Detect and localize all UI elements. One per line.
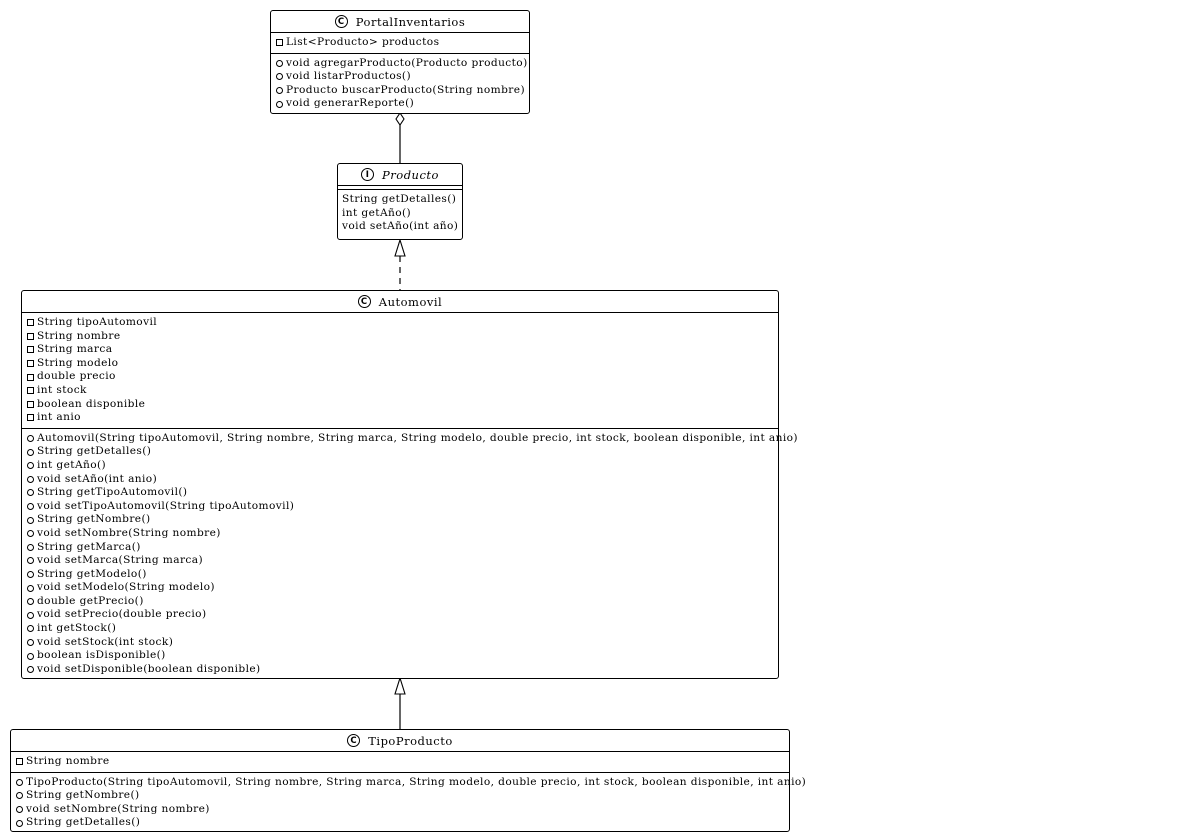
method-row: void generarReporte(): [276, 97, 524, 111]
class-tipo-producto[interactable]: [10, 729, 807, 832]
method-row: String getDetalles(): [27, 445, 773, 459]
field-row: int stock: [27, 384, 773, 398]
private-visibility-icon: [276, 39, 283, 46]
public-visibility-icon: [27, 585, 34, 592]
class-header: [22, 291, 778, 312]
method-row: String getTipoAutomovil(): [27, 486, 773, 500]
private-visibility-icon: [27, 333, 34, 340]
method-row: void setAño(int año): [342, 220, 459, 233]
public-visibility-icon: [27, 544, 34, 551]
field-row: List<Producto> productos: [276, 36, 524, 50]
method-row: int getStock(): [27, 622, 773, 636]
class-portal-inventarios[interactable]: [270, 10, 530, 114]
private-visibility-icon: [27, 414, 34, 421]
method-row: Automovil(String tipoAutomovil, String nombre, String marca, String modelo, double precio, int stock, boolean disponible, int anio): [27, 432, 773, 446]
method-row: void setStock(int stock): [27, 636, 773, 650]
private-visibility-icon: [27, 360, 34, 367]
public-visibility-icon: [27, 462, 34, 469]
class-name: PortalInventarios: [355, 14, 466, 29]
public-visibility-icon: [27, 530, 34, 537]
class-header: [338, 164, 462, 185]
public-visibility-icon: [27, 666, 34, 673]
class-name: Automovil: [378, 294, 443, 309]
method-row: TipoProducto(String tipoAutomovil, String nombre, String marca, String modelo, double precio, int stock, boolean disponible, int anio): [16, 776, 784, 790]
method-row: String getDetalles(): [342, 193, 457, 205]
public-visibility-icon: [27, 653, 34, 660]
public-visibility-icon: [27, 503, 34, 510]
private-visibility-icon: [27, 319, 34, 326]
public-visibility-icon: [27, 517, 34, 524]
public-visibility-icon: [276, 60, 283, 67]
method-row: void setNombre(String nombre): [27, 527, 773, 541]
method-row: String getMarca(): [27, 541, 773, 555]
interface-producto[interactable]: [337, 163, 463, 240]
method-row: void listarProductos(): [276, 70, 524, 84]
public-visibility-icon: [27, 639, 34, 646]
method-row: boolean isDisponible(): [27, 649, 773, 663]
aggregation-diamond: [396, 113, 404, 125]
class-header: [11, 730, 789, 751]
public-visibility-icon: [16, 792, 23, 799]
private-visibility-icon: [27, 401, 34, 408]
class-name: Producto: [382, 167, 439, 182]
public-visibility-icon: [276, 73, 283, 80]
private-visibility-icon: [27, 346, 34, 353]
method-row: void setNombre(String nombre): [16, 803, 784, 817]
method-row: int getAño(): [27, 459, 773, 473]
private-visibility-icon: [27, 387, 34, 394]
method-row: void agregarProducto(Producto producto): [276, 57, 524, 71]
method-row: int getAño(): [342, 206, 412, 219]
method-row: void setTipoAutomovil(String tipoAutomovil): [27, 500, 773, 514]
public-visibility-icon: [27, 476, 34, 483]
realization-arrowhead: [395, 240, 405, 256]
interface-stereotype-icon: I: [361, 168, 374, 181]
method-row: void setAño(int anio): [27, 473, 773, 487]
method-row: String getDetalles(): [16, 816, 784, 830]
field-row: String nombre: [16, 755, 784, 769]
methods-section: [22, 428, 798, 680]
method-row: void setPrecio(double precio): [27, 608, 773, 622]
class-header: [271, 11, 529, 32]
method-row: String getNombre(): [16, 789, 784, 803]
class-stereotype-icon: C: [358, 295, 371, 308]
fields-section: [271, 32, 529, 53]
public-visibility-icon: [16, 779, 23, 786]
methods-section: [338, 189, 462, 237]
methods-section: [271, 53, 529, 114]
fields-section: [22, 312, 778, 428]
field-row: String nombre: [27, 330, 773, 344]
field-row: int anio: [27, 411, 773, 425]
class-name: TipoProducto: [368, 733, 453, 748]
public-visibility-icon: [27, 625, 34, 632]
fields-section: [11, 751, 789, 772]
public-visibility-icon: [27, 435, 34, 442]
public-visibility-icon: [27, 449, 34, 456]
generalization-arrowhead: [395, 678, 405, 694]
public-visibility-icon: [27, 557, 34, 564]
field-row: String modelo: [27, 357, 773, 371]
public-visibility-icon: [27, 612, 34, 619]
private-visibility-icon: [27, 374, 34, 381]
method-row: double getPrecio(): [27, 595, 773, 609]
public-visibility-icon: [27, 598, 34, 605]
public-visibility-icon: [276, 87, 283, 94]
method-row: Producto buscarProducto(String nombre): [276, 84, 524, 98]
public-visibility-icon: [16, 820, 23, 827]
class-automovil[interactable]: [21, 290, 798, 679]
private-visibility-icon: [16, 758, 23, 765]
method-row: void setMarca(String marca): [27, 554, 773, 568]
class-stereotype-icon: C: [335, 15, 348, 28]
public-visibility-icon: [276, 101, 283, 108]
method-row: void setDisponible(boolean disponible): [27, 663, 773, 677]
public-visibility-icon: [27, 571, 34, 578]
field-row: boolean disponible: [27, 398, 773, 412]
method-row: String getModelo(): [27, 568, 773, 582]
class-stereotype-icon: C: [347, 734, 360, 747]
public-visibility-icon: [27, 489, 34, 496]
methods-section: [11, 772, 807, 833]
method-row: void setModelo(String modelo): [27, 581, 773, 595]
public-visibility-icon: [16, 806, 23, 813]
field-row: String tipoAutomovil: [27, 316, 773, 330]
field-row: String marca: [27, 343, 773, 357]
field-row: double precio: [27, 370, 773, 384]
method-row: String getNombre(): [27, 513, 773, 527]
